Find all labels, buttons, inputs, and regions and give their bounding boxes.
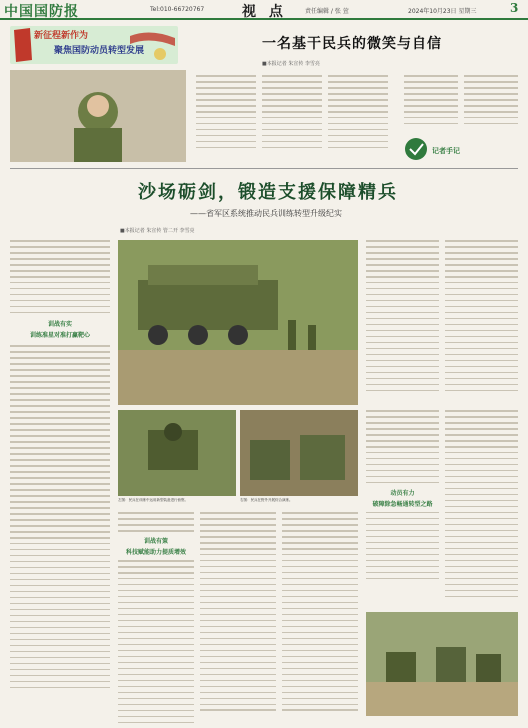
editor-credit: 责任编辑 / 张 萱 <box>305 8 349 15</box>
phone-number: Tel:010-66720767 <box>150 6 205 13</box>
main-body-left <box>10 240 110 720</box>
section-label: 训战有策 <box>143 537 168 545</box>
section-heading: 破障除急畅通转型之路 <box>372 500 433 508</box>
section-heading: 科技赋能助力提质增效 <box>125 548 186 556</box>
banner-title: 新征程新作为 <box>34 31 89 41</box>
reporter-note-label: 记者手记 <box>432 147 460 155</box>
section-heading: 训练准星对准打赢靶心 <box>29 332 90 340</box>
training-photo-left <box>118 410 236 496</box>
issue-date: 2024年10月23日 星期三 <box>408 8 477 15</box>
section-label: 训战有实 <box>47 321 72 329</box>
main-byline: ■本报记者 朱宣传 管二开 李雪亮 <box>120 228 195 234</box>
main-subheadline: ——省军区系统推动民兵训练转型升级纪实 <box>190 209 342 218</box>
newspaper-logo: 中国国防报 <box>4 4 79 20</box>
page-number: 3 <box>510 1 519 15</box>
section-label: 动员有力 <box>390 489 415 497</box>
photo-caption-left: 左图：民兵在训练中运用新型装备进行侦察。 <box>118 498 188 502</box>
story-headline: 一名基干民兵的微笑与自信 <box>262 36 442 52</box>
main-body-right-bottom <box>366 410 518 610</box>
banner-subtitle: 聚焦国防动员转型发展 <box>54 46 145 56</box>
portrait-photo <box>10 70 186 162</box>
main-body-right-top <box>366 240 518 400</box>
main-headline: 沙场砺剑，锻造支援保障精兵 <box>138 182 398 203</box>
story-body-right <box>404 75 518 133</box>
training-photo-large <box>118 240 358 405</box>
training-photo-bottom <box>366 612 518 716</box>
training-photo-right <box>240 410 358 496</box>
photo-caption-right: 右图：民兵在野外开展综合演练。 <box>240 498 293 502</box>
story-body <box>196 75 401 160</box>
main-body-middle <box>118 512 358 722</box>
section-name: 视 点 <box>242 4 287 20</box>
story-byline: ■本报记者 朱宣传 李雪亮 <box>262 61 320 67</box>
divider <box>10 168 518 169</box>
